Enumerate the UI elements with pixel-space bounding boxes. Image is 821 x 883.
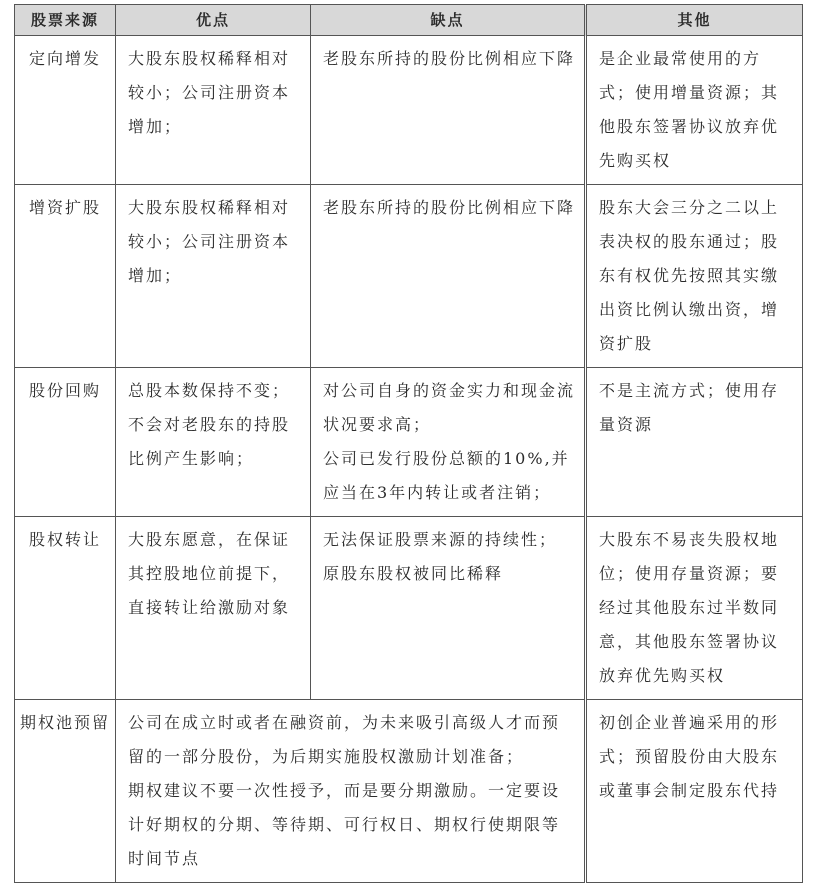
cell-text: 不是主流方式；使用存量资源 <box>599 381 780 434</box>
header-cons: 缺点 <box>311 5 586 36</box>
cell-text: 总股本数保持不变； <box>128 381 291 400</box>
table-row <box>15 368 803 517</box>
source-cell: 股份回购 <box>15 368 116 517</box>
header-row <box>15 5 803 36</box>
other-cell <box>586 700 803 883</box>
cons-cell <box>311 517 586 700</box>
table-row <box>15 700 803 883</box>
cell-text: 期权建议不要一次性授予，而是要分期激励。一定要设计好期权的分期、等待期、可行权日、期权行使期限等时间节点 <box>128 781 561 868</box>
header-source: 股票来源 <box>15 5 116 36</box>
source-cell: 股权转让 <box>15 517 116 700</box>
cons-cell <box>311 36 586 185</box>
cell-text: 无法保证股票来源的持续性； <box>323 530 558 549</box>
cell-text: 公司已发行股份总额的10%,并应当在3年内转让或者注销； <box>323 449 570 502</box>
cell-text: 是企业最常使用的方式；使用增量资源；其他股东签署协议放弃优先购买权 <box>599 49 780 170</box>
cell-text: 大股东愿意，在保证其控股地位前提下，直接转让给激励对象 <box>128 530 291 617</box>
cell-text: 不会对老股东的持股比例产生影响； <box>128 415 291 468</box>
source-cell: 定向增发 <box>15 36 116 185</box>
table-row <box>15 185 803 368</box>
table-row <box>15 36 803 185</box>
cell-text: 老股东所持的股份比例相应下降 <box>323 49 576 68</box>
other-cell <box>586 36 803 185</box>
table-row <box>15 517 803 700</box>
merged-pros-cons-cell <box>116 700 586 883</box>
header-pros: 优点 <box>116 5 311 36</box>
other-cell <box>586 185 803 368</box>
source-cell: 期权池预留 <box>15 700 116 883</box>
equity-source-table <box>14 4 803 883</box>
other-cell <box>586 368 803 517</box>
cell-text: 股东大会三分之二以上表决权的股东通过；股东有权优先按照其实缴出资比例认缴出资，增资扩股 <box>599 198 780 353</box>
cons-cell <box>311 368 586 517</box>
cell-text: 初创企业普遍采用的形式；预留股份由大股东或董事会制定股东代持 <box>599 713 780 800</box>
cell-text: 公司在成立时或者在融资前，为未来吸引高级人才而预留的一部分股份，为后期实施股权激励计划准备； <box>128 713 561 766</box>
cons-cell <box>311 185 586 368</box>
source-cell: 增资扩股 <box>15 185 116 368</box>
cell-text: 大股东股权稀释相对较小；公司注册资本增加； <box>128 198 291 285</box>
cell-text: 老股东所持的股份比例相应下降 <box>323 198 576 217</box>
cell-text: 大股东股权稀释相对较小；公司注册资本增加； <box>128 49 291 136</box>
cell-text: 原股东股权被同比稀释 <box>323 564 504 583</box>
pros-cell <box>116 185 311 368</box>
pros-cell <box>116 36 311 185</box>
cell-text: 大股东不易丧失股权地位；使用存量资源；要经过其他股东过半数同意，其他股东签署协议放弃优先购买权 <box>599 530 780 685</box>
cell-text: 对公司自身的资金实力和现金流状况要求高； <box>323 381 576 434</box>
other-cell <box>586 517 803 700</box>
pros-cell <box>116 517 311 700</box>
pros-cell <box>116 368 311 517</box>
header-other: 其他 <box>586 5 803 36</box>
